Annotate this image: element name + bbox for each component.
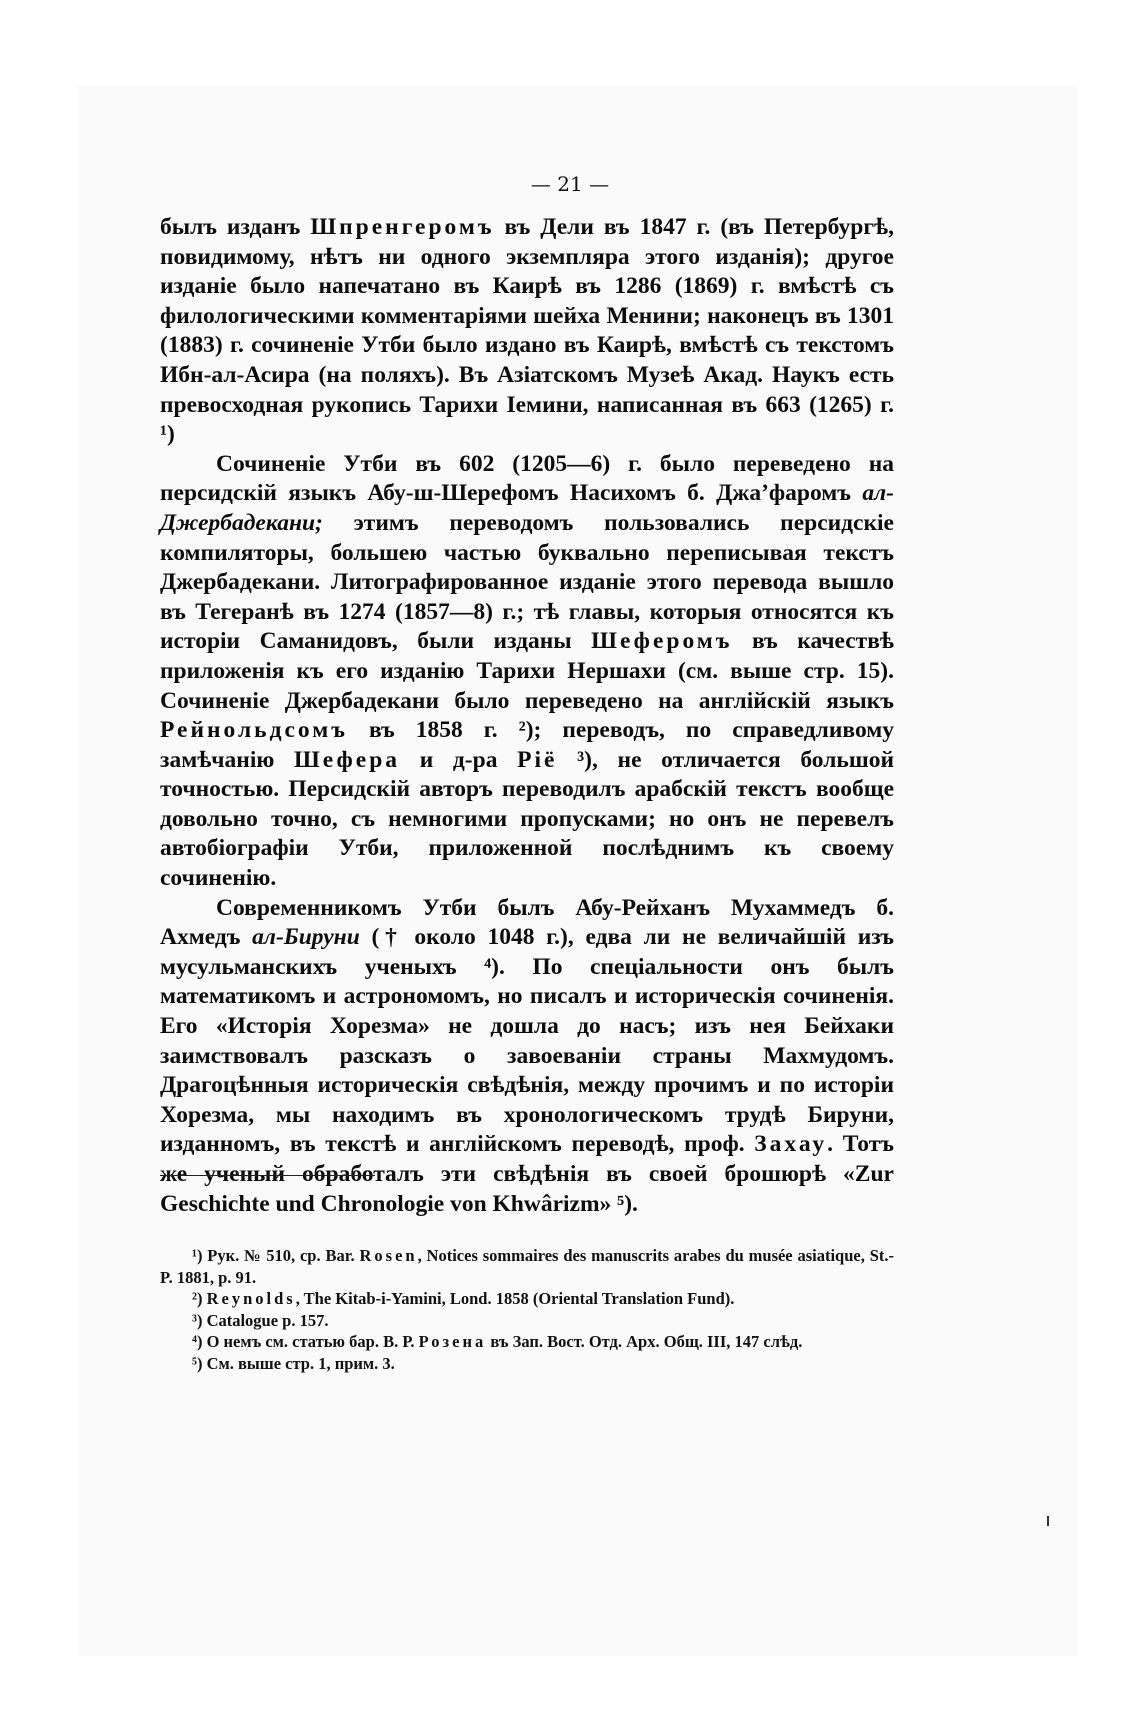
paragraph-2-text-k: ³), не отличается большой точностью. Персидскій авторъ переводилъ арабскій текстъ вообще довольно точно, съ немногими пропусками; но онъ не перевелъ автобіографіи Утби, приложенной послѣднимъ къ своему сочиненію. [160, 746, 894, 892]
paragraph-1-text-c: въ Дели въ 1847 г. (въ Петербургѣ, повидимому, нѣтъ ни одного экземпляра этого изданія); другое изданіе было напечатано въ Каирѣ въ 1286 (1869) г. вмѣстѣ съ филологическими комментаріями шейха Менини; наконецъ въ 1301 (1883) г. сочиненіе Утби было издано въ Каирѣ, вмѣстѣ съ текстомъ Ибн-ал-Асира (на поляхъ). Въ Азіатскомъ Музеѣ Акад. Наукъ есть превосходная рукопись Тарихи Іемини, написанная въ 663 (1265) г. ¹) [160, 214, 895, 448]
paragraph-2-text-e: въ качествѣ приложенія къ его изданію Тарихи Нершахи (см. выше стр. 15). Сочиненіе Джербадекани было переведено на англійскій языкъ [160, 628, 894, 714]
footnote-1-text-a: ¹) Рук. № 510, ср. Bar. [192, 1246, 360, 1265]
paragraph-2 [160, 450, 894, 894]
paragraph-3-text-c: († около 1048 г.), едва ли не величайшій изъ мусульманскихъ ученыхъ ⁴). По спеціальности онъ былъ математикомъ и астрономомъ, но писалъ и историческія сочиненія. Его «Исторія Хорезма» не дошла до насъ; изъ нея Бейхаки заимствовалъ разсказъ о завоеваніи страны Махмудомъ. Драгоцѣнныя историческія свѣдѣнія, между прочимъ и по исторіи Хорезма, мы находимъ въ хронологическомъ трудѣ Бируни, изданномъ, въ текстѣ и англійскомъ переводѣ, проф. [160, 924, 894, 1158]
footnote-5: ⁵) См. выше стр. 1, прим. 3. [192, 1353, 395, 1373]
paragraph-2-text-c: этимъ переводомъ пользовались персидскіе компиляторы, большею частью буквально переписывая текстъ Джербадекани. Литографированное изданіе этого перевода вышло въ Тегеранѣ въ 1274 (1857—8) г.; тѣ главы, которыя относятся къ исторіи Саманидовъ, были изданы [160, 509, 894, 655]
paragraph-3-text-e: . Тотъ же ученый обработалъ эти свѣдѣнія въ своей брошюрѣ «Zur Geschichte und Chronologie von Khwârizm» ⁵). [160, 1131, 894, 1217]
footnote-2-text-a: ²) [192, 1289, 207, 1308]
paragraph-2-text-g: въ 1858 г. ²); переводъ, по справедливому замѣчанію [160, 717, 894, 773]
footnote-2 [160, 1288, 894, 1310]
footnote-2-spaced-reynolds: Reynolds [206, 1289, 296, 1308]
spaced-name-schefer-2: Шефера [294, 746, 401, 773]
paragraph-3-text-a: Современникомъ Утби былъ Абу-Рейханъ Мухаммедъ б. Ахмедъ [160, 894, 894, 951]
spaced-name-sachau: Захау [754, 1131, 828, 1158]
paragraph-1-text-a: былъ изданъ [160, 214, 311, 240]
italic-name-jerbadekani: ал-Джербадекани; [160, 480, 894, 536]
main-text [160, 213, 894, 1219]
spaced-name-sprenger: Шпренгеромъ [310, 214, 495, 240]
footnotes [160, 1245, 894, 1374]
footnote-3: ³) Catalogue p. 157. [192, 1310, 329, 1330]
italic-name-biruni: ал-Бируни [252, 924, 360, 951]
spaced-name-rieu: Ріё [517, 746, 558, 773]
footnote-1-text-c: , Notices sommaires des manuscrits arabes du musée asiatique, St.-P. 1881, p. 91. [160, 1246, 895, 1287]
page-number: — 21 — [530, 172, 610, 196]
spaced-name-reynolds: Рейнольдсомъ [160, 717, 348, 744]
footnote-2-text-c: , The Kitab-i-Yamini, Lond. 1858 (Oriental Translation Fund). [295, 1289, 735, 1308]
footnote-1-spaced-rosen: Rosen [359, 1246, 418, 1265]
paragraph-3 [160, 894, 894, 1220]
footnote-1 [160, 1245, 894, 1288]
footnote-4 [160, 1331, 894, 1353]
footnote-4-spaced-rosen: Розена [418, 1332, 487, 1351]
spaced-name-schefer: Шеферомъ [591, 628, 733, 655]
scan-mark [1047, 1516, 1049, 1526]
paragraph-2-text-i: и д-ра [400, 746, 518, 773]
paragraph-2-text-a: Сочиненіе Утби въ 602 (1205—6) г. было переведено на персидскій языкъ Абу-ш-Шерефомъ Насихомъ б. Джа’фаромъ [160, 450, 894, 507]
footnote-divider [160, 1175, 375, 1176]
footnote-4-text-c: въ Зап. Вост. Отд. Арх. Общ. III, 147 слѣд. [486, 1332, 803, 1351]
footnote-4-text-a: ⁴) О немъ см. статью бар. В. Р. [192, 1332, 419, 1351]
paragraph-1 [160, 213, 894, 450]
